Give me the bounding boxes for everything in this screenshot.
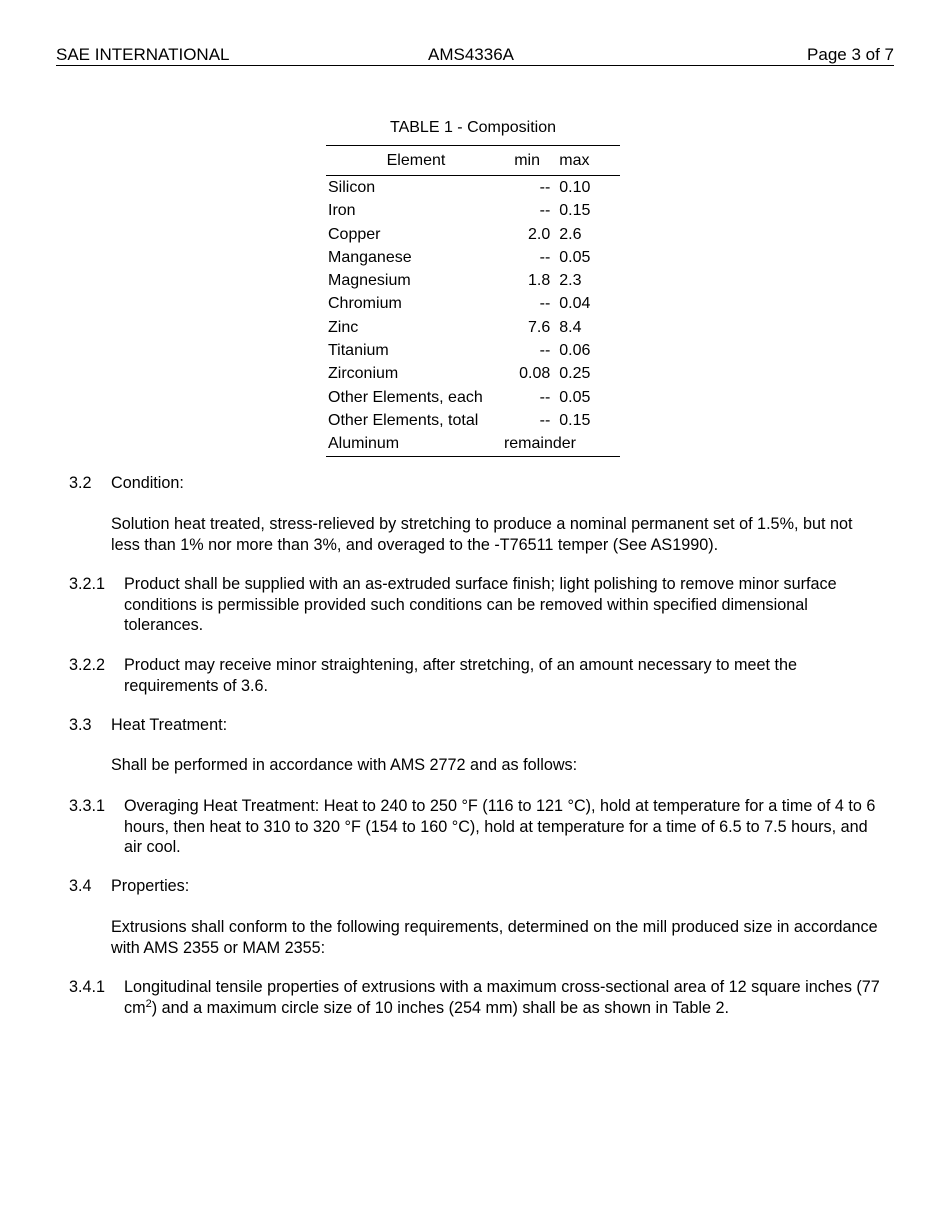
- cell-element: Chromium: [328, 295, 402, 313]
- cell-max: 0.15: [559, 411, 591, 429]
- section-3-2-2-number: 3.2.2: [69, 656, 106, 674]
- cell-element: Other Elements, total: [328, 411, 479, 429]
- cell-element: Titanium: [328, 342, 389, 360]
- cell-element: Manganese: [328, 248, 412, 266]
- table-row: [326, 362, 620, 385]
- cell-min: --: [539, 248, 551, 266]
- cell-max: 0.15: [559, 202, 591, 220]
- table-row: [326, 386, 620, 409]
- cell-element: Aluminum: [326, 432, 504, 456]
- cell-element: Iron: [328, 202, 356, 220]
- cell-min: 7.6: [528, 318, 551, 336]
- column-header-max: max: [553, 146, 620, 176]
- cell-max: 2.6: [559, 225, 582, 243]
- table-row: [326, 409, 620, 432]
- table-row: [326, 292, 620, 315]
- cell-max: 0.25: [559, 365, 591, 383]
- table-row: [326, 316, 620, 339]
- cell-max: 0.10: [559, 179, 591, 196]
- section-3-4-body: Extrusions shall conform to the following requirements, determined on the mill produced size in accordance with AMS 2355 or MAM 2355:: [111, 918, 878, 957]
- cell-min: --: [539, 202, 551, 220]
- section-3-3-body: Shall be performed in accordance with AMS 2772 and as follows:: [111, 756, 578, 774]
- cell-element: Copper: [328, 225, 381, 243]
- cell-min: --: [539, 295, 551, 313]
- table-row: [326, 246, 620, 269]
- cell-max: 8.4: [559, 318, 582, 336]
- cell-max: 0.04: [559, 295, 591, 313]
- section-3-4-1-text-a: Longitudinal tensile properties of extrusions with a maximum cross-sectional area of 12 square inches (77 cm: [124, 978, 880, 1017]
- table-row-aluminum: [326, 432, 620, 456]
- section-3-3-number: 3.3: [69, 716, 92, 734]
- cell-element: Silicon: [328, 179, 376, 196]
- header-page-number: Page 3 of 7: [807, 45, 894, 64]
- cell-max: 2.3: [559, 272, 582, 290]
- cell-min: --: [539, 179, 551, 196]
- section-3-4-1-text-b: ) and a maximum circle size of 10 inches (254 mm) shall be as shown in Table 2.: [151, 998, 730, 1017]
- header-document-number: AMS4336A: [428, 45, 514, 64]
- section-3-2-title: Condition:: [111, 474, 184, 492]
- cell-max: 0.06: [559, 342, 591, 360]
- cell-element: Other Elements, each: [328, 388, 483, 406]
- cell-remainder: remainder: [504, 432, 620, 456]
- section-3-4-title: Properties:: [111, 877, 190, 895]
- cell-min: 0.08: [519, 365, 551, 383]
- column-header-element: Element: [326, 146, 504, 176]
- cell-min: --: [539, 342, 551, 360]
- section-3-4-1-body: [124, 977, 884, 1018]
- section-3-2-1-body: Product shall be supplied with an as-extruded surface finish; light polishing to remove minor surface conditions is permissible provided such conditions can be removed within specified dimensional tolerances.: [124, 575, 837, 634]
- table-row: [326, 199, 620, 222]
- section-3-3-1-body: Overaging Heat Treatment: Heat to 240 to 250 °F (116 to 121 °C), hold at temperature for a time of 4 to 6 hours, then heat to 310 to 320 °F (154 to 160 °C), hold at temperature for a time of 6.5 to 7.5 hours, and air cool.: [124, 797, 876, 856]
- table-row: [326, 269, 620, 292]
- cell-min: --: [539, 411, 551, 429]
- cell-max: 0.05: [559, 248, 591, 266]
- section-3-2-2-body: Product may receive minor straightening, after stretching, of an amount necessary to meet the requirements of 3.6.: [124, 656, 798, 695]
- section-3-2-number: 3.2: [69, 474, 92, 492]
- table-row: [326, 339, 620, 362]
- section-3-3-title: Heat Treatment:: [111, 716, 228, 734]
- table-row: [326, 223, 620, 246]
- cell-element: Zirconium: [328, 365, 399, 383]
- table-title: TABLE 1 - Composition: [390, 119, 556, 136]
- cell-min: 1.8: [528, 272, 551, 290]
- table-row: [326, 176, 620, 200]
- cell-min: --: [539, 388, 551, 406]
- superscript-2: 2: [145, 997, 152, 1010]
- cell-element: Magnesium: [328, 272, 411, 290]
- table-header-row: [326, 146, 620, 176]
- cell-max: 0.05: [559, 388, 591, 406]
- header-organization: SAE INTERNATIONAL: [56, 45, 230, 64]
- section-3-3-1-number: 3.3.1: [69, 797, 106, 815]
- cell-min: 2.0: [528, 225, 551, 243]
- section-3-2-body: Solution heat treated, stress-relieved by stretching to produce a nominal permanent set of 1.5%, but not less than 1% nor more than 3%, and overaged to the -T76511 temper (See AS1990).: [111, 515, 853, 554]
- cell-element: Zinc: [328, 318, 359, 336]
- section-3-4-1-number: 3.4.1: [69, 978, 106, 996]
- section-3-4-number: 3.4: [69, 877, 92, 895]
- section-3-2-1-number: 3.2.1: [69, 575, 106, 593]
- page-header: [56, 45, 894, 66]
- composition-table: [326, 145, 620, 457]
- column-header-min: min: [504, 146, 553, 176]
